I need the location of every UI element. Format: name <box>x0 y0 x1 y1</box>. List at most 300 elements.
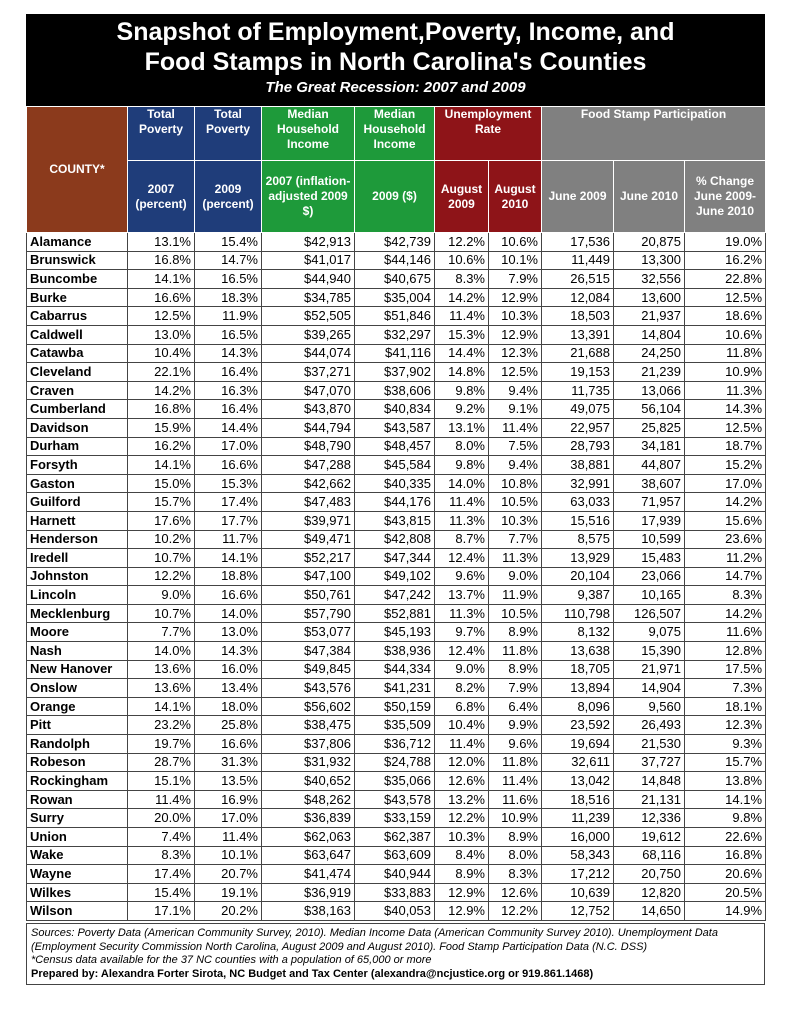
poverty-2007-cell: 14.1% <box>128 697 195 716</box>
income-2009-cell: $43,587 <box>355 418 435 437</box>
income-2007-cell: $47,288 <box>262 456 355 475</box>
unemployment-aug-2009-cell: 12.6% <box>435 772 489 791</box>
poverty-2007-cell: 17.6% <box>128 511 195 530</box>
income-2007-cell: $52,217 <box>262 549 355 568</box>
food-june-2009-cell: 13,894 <box>542 679 614 698</box>
county-name-cell: Nash <box>27 642 128 661</box>
poverty-2007-cell: 11.4% <box>128 790 195 809</box>
unemployment-aug-2010-cell: 8.9% <box>489 660 542 679</box>
poverty-2007-cell: 14.1% <box>128 456 195 475</box>
unemployment-aug-2009-cell: 10.3% <box>435 828 489 847</box>
county-name-cell: Rockingham <box>27 772 128 791</box>
poverty-2009-cell: 31.3% <box>195 753 262 772</box>
unemployment-aug-2010-cell: 7.9% <box>489 270 542 289</box>
food-change-cell: 7.3% <box>685 679 766 698</box>
income-2009-cell: $42,808 <box>355 530 435 549</box>
poverty-2007-cell: 20.0% <box>128 809 195 828</box>
table-row <box>27 437 766 456</box>
poverty-2007-cell: 16.2% <box>128 437 195 456</box>
unemployment-aug-2010-cell: 7.9% <box>489 679 542 698</box>
county-name-cell: Buncombe <box>27 270 128 289</box>
county-name-cell: Union <box>27 828 128 847</box>
county-name-cell: Wayne <box>27 865 128 884</box>
unemployment-aug-2009-cell: 14.2% <box>435 288 489 307</box>
food-june-2009-cell: 13,391 <box>542 325 614 344</box>
income-2009-cell: $40,675 <box>355 270 435 289</box>
unemployment-aug-2009-cell: 8.7% <box>435 530 489 549</box>
table-row <box>27 381 766 400</box>
poverty-2009-cell: 16.0% <box>195 660 262 679</box>
unemployment-aug-2009-cell: 6.8% <box>435 697 489 716</box>
income-2007-cell: $38,475 <box>262 716 355 735</box>
income-2007-header: 2007 (inflation-adjusted 2009 $) <box>262 161 355 233</box>
income-2007-cell: $31,932 <box>262 753 355 772</box>
title-line-1: Snapshot of Employment,Poverty, Income, and <box>116 18 675 46</box>
table-row <box>27 902 766 921</box>
unemployment-aug-2009-cell: 14.0% <box>435 474 489 493</box>
food-change-cell: 14.1% <box>685 790 766 809</box>
income-2009-cell: $42,739 <box>355 233 435 252</box>
unemployment-aug-2010-cell: 10.6% <box>489 233 542 252</box>
table-row <box>27 456 766 475</box>
poverty-2009-cell: 14.0% <box>195 604 262 623</box>
income-2007-cell: $36,839 <box>262 809 355 828</box>
unemployment-aug-2009-cell: 11.4% <box>435 493 489 512</box>
food-change-header: % Change June 2009-June 2010 <box>685 161 766 233</box>
income-2009-cell: $47,242 <box>355 586 435 605</box>
food-june-2009-cell: 17,536 <box>542 233 614 252</box>
food-june-2010-cell: 21,937 <box>614 307 685 326</box>
sources-note: Sources: Poverty Data (American Community Survey, 2010). Median Income Data (American Community Survey 2010). Unemployment Data (Employment Security Commission North Carolina, August 2009 and August 2010). Food Stamp Participation Data (N.C. DSS) <box>31 927 718 953</box>
income-2009-cell: $33,883 <box>355 883 435 902</box>
food-change-cell: 19.0% <box>685 233 766 252</box>
table-row <box>27 735 766 754</box>
unemployment-aug-2010-cell: 11.4% <box>489 418 542 437</box>
unemployment-aug-2009-cell: 15.3% <box>435 325 489 344</box>
unemployment-aug-2009-cell: 13.2% <box>435 790 489 809</box>
table-row <box>27 400 766 419</box>
income-2009-header: 2009 ($) <box>355 161 435 233</box>
food-june-2010-cell: 14,804 <box>614 325 685 344</box>
county-name-cell: Forsyth <box>27 456 128 475</box>
food-june-2010-cell: 20,875 <box>614 233 685 252</box>
table-row <box>27 846 766 865</box>
poverty-2009-cell: 17.0% <box>195 809 262 828</box>
food-june-2010-cell: 13,066 <box>614 381 685 400</box>
poverty-2007-cell: 13.6% <box>128 660 195 679</box>
table-row <box>27 716 766 735</box>
unemployment-aug-2010-cell: 8.0% <box>489 846 542 865</box>
income-2007-cell: $42,913 <box>262 233 355 252</box>
poverty-2009-cell: 16.9% <box>195 790 262 809</box>
income-2007-cell: $56,602 <box>262 697 355 716</box>
unemployment-aug-2010-cell: 9.1% <box>489 400 542 419</box>
food-june-2010-cell: 14,650 <box>614 902 685 921</box>
county-name-cell: Pitt <box>27 716 128 735</box>
unemployment-aug-2009-cell: 11.4% <box>435 735 489 754</box>
county-name-cell: Cleveland <box>27 363 128 382</box>
income-2007-cell: $40,652 <box>262 772 355 791</box>
income-2009-cell: $33,159 <box>355 809 435 828</box>
unemployment-aug-2009-cell: 8.2% <box>435 679 489 698</box>
table-row <box>27 772 766 791</box>
poverty-2009-cell: 16.6% <box>195 735 262 754</box>
unemployment-aug-2010-cell: 10.3% <box>489 307 542 326</box>
table-row <box>27 809 766 828</box>
table-header <box>27 107 766 233</box>
food-june-2009-header: June 2009 <box>542 161 614 233</box>
poverty-2007-cell: 17.1% <box>128 902 195 921</box>
food-change-cell: 14.7% <box>685 567 766 586</box>
poverty-2007-cell: 13.6% <box>128 679 195 698</box>
unemployment-aug-2009-cell: 12.4% <box>435 549 489 568</box>
unemployment-aug-2010-cell: 11.3% <box>489 549 542 568</box>
county-name-cell: Johnston <box>27 567 128 586</box>
food-june-2010-cell: 44,807 <box>614 456 685 475</box>
food-june-2009-cell: 32,991 <box>542 474 614 493</box>
table-row <box>27 883 766 902</box>
food-stamp-header: Food Stamp Participation <box>542 107 766 161</box>
income-2007-cell: $36,919 <box>262 883 355 902</box>
poverty-2007-cell: 14.0% <box>128 642 195 661</box>
table-row <box>27 493 766 512</box>
county-name-cell: Brunswick <box>27 251 128 270</box>
poverty-2007-cell: 16.8% <box>128 251 195 270</box>
income-2007-cell: $44,074 <box>262 344 355 363</box>
poverty-2009-cell: 20.2% <box>195 902 262 921</box>
income-2007-cell: $47,100 <box>262 567 355 586</box>
unemployment-aug-2010-cell: 8.9% <box>489 623 542 642</box>
income-2009-cell: $47,344 <box>355 549 435 568</box>
table-body <box>27 233 766 921</box>
income-2007-cell: $47,070 <box>262 381 355 400</box>
income-2007-cell: $63,647 <box>262 846 355 865</box>
poverty-2009-cell: 14.4% <box>195 418 262 437</box>
food-change-cell: 23.6% <box>685 530 766 549</box>
unemployment-aug-2010-cell: 12.3% <box>489 344 542 363</box>
county-name-cell: Rowan <box>27 790 128 809</box>
poverty-2009-cell: 13.0% <box>195 623 262 642</box>
food-june-2010-cell: 38,607 <box>614 474 685 493</box>
poverty-2007-cell: 15.9% <box>128 418 195 437</box>
county-name-cell: Cumberland <box>27 400 128 419</box>
food-change-cell: 14.2% <box>685 604 766 623</box>
poverty-2007-cell: 15.7% <box>128 493 195 512</box>
poverty-2007-cell: 28.7% <box>128 753 195 772</box>
unemployment-aug-2009-cell: 11.4% <box>435 307 489 326</box>
footer <box>26 923 765 985</box>
income-2007-cell: $37,806 <box>262 735 355 754</box>
unemployment-aug-2009-cell: 9.8% <box>435 456 489 475</box>
income-2009-cell: $44,176 <box>355 493 435 512</box>
poverty-2009-cell: 25.8% <box>195 716 262 735</box>
county-name-cell: New Hanover <box>27 660 128 679</box>
table-row <box>27 251 766 270</box>
food-june-2009-cell: 20,104 <box>542 567 614 586</box>
food-change-cell: 16.8% <box>685 846 766 865</box>
table-row <box>27 233 766 252</box>
income-2007-cell: $34,785 <box>262 288 355 307</box>
income-2009-cell: $36,712 <box>355 735 435 754</box>
unemployment-aug-2009-cell: 14.4% <box>435 344 489 363</box>
food-june-2009-cell: 49,075 <box>542 400 614 419</box>
poverty-2007-cell: 13.1% <box>128 233 195 252</box>
income-2009-cell: $38,606 <box>355 381 435 400</box>
food-june-2009-cell: 19,153 <box>542 363 614 382</box>
unemployment-aug-2010-cell: 10.5% <box>489 493 542 512</box>
poverty-2009-cell: 16.6% <box>195 586 262 605</box>
unemployment-aug-2009-cell: 8.3% <box>435 270 489 289</box>
poverty-2009-cell: 15.3% <box>195 474 262 493</box>
food-change-cell: 10.9% <box>685 363 766 382</box>
income-2009-cell: $44,146 <box>355 251 435 270</box>
table-row <box>27 828 766 847</box>
poverty-2009-cell: 17.4% <box>195 493 262 512</box>
county-header: COUNTY* <box>27 107 128 233</box>
food-change-cell: 11.3% <box>685 381 766 400</box>
unemployment-aug-2010-cell: 10.5% <box>489 604 542 623</box>
food-june-2009-cell: 23,592 <box>542 716 614 735</box>
unemployment-aug-2009-cell: 12.2% <box>435 809 489 828</box>
unemployment-aug-2009-cell: 10.4% <box>435 716 489 735</box>
poverty-2009-cell: 16.4% <box>195 363 262 382</box>
food-change-cell: 15.6% <box>685 511 766 530</box>
table-row <box>27 530 766 549</box>
income-2009-cell: $45,193 <box>355 623 435 642</box>
income-2009-cell: $40,944 <box>355 865 435 884</box>
poverty-2009-cell: 16.5% <box>195 270 262 289</box>
income-2007-cell: $39,265 <box>262 325 355 344</box>
county-name-cell: Catawba <box>27 344 128 363</box>
food-june-2010-cell: 25,825 <box>614 418 685 437</box>
poverty-2007-cell: 19.7% <box>128 735 195 754</box>
county-name-cell: Randolph <box>27 735 128 754</box>
poverty-2007-cell: 10.2% <box>128 530 195 549</box>
food-june-2009-cell: 13,929 <box>542 549 614 568</box>
income-2009-cell: $45,584 <box>355 456 435 475</box>
food-june-2009-cell: 32,611 <box>542 753 614 772</box>
poverty-2007-cell: 14.1% <box>128 270 195 289</box>
poverty-2009-cell: 11.4% <box>195 828 262 847</box>
food-june-2010-cell: 10,599 <box>614 530 685 549</box>
unemployment-aug-2009-cell: 12.9% <box>435 883 489 902</box>
income-2009-cell: $48,457 <box>355 437 435 456</box>
unemployment-aug-2010-cell: 7.7% <box>489 530 542 549</box>
food-june-2010-cell: 12,820 <box>614 883 685 902</box>
food-june-2009-cell: 28,793 <box>542 437 614 456</box>
income-2007-cell: $47,384 <box>262 642 355 661</box>
food-change-cell: 17.0% <box>685 474 766 493</box>
food-change-cell: 12.5% <box>685 288 766 307</box>
income-2007-cell: $38,163 <box>262 902 355 921</box>
food-june-2009-cell: 18,516 <box>542 790 614 809</box>
food-change-cell: 22.8% <box>685 270 766 289</box>
county-name-cell: Iredell <box>27 549 128 568</box>
poverty-2007-cell: 10.4% <box>128 344 195 363</box>
unemployment-aug-2009-cell: 12.0% <box>435 753 489 772</box>
unemployment-aug-2010-cell: 12.2% <box>489 902 542 921</box>
county-name-cell: Lincoln <box>27 586 128 605</box>
income-2009-cell: $24,788 <box>355 753 435 772</box>
table-row <box>27 623 766 642</box>
poverty-2009-cell: 14.3% <box>195 344 262 363</box>
food-change-cell: 14.3% <box>685 400 766 419</box>
food-june-2009-cell: 19,694 <box>542 735 614 754</box>
food-change-cell: 12.8% <box>685 642 766 661</box>
food-change-cell: 15.2% <box>685 456 766 475</box>
county-name-cell: Moore <box>27 623 128 642</box>
income-2007-cell: $41,017 <box>262 251 355 270</box>
food-june-2009-cell: 63,033 <box>542 493 614 512</box>
food-change-cell: 18.6% <box>685 307 766 326</box>
income-2007-cell: $53,077 <box>262 623 355 642</box>
document-frame <box>26 14 765 921</box>
poverty-2007-cell: 16.8% <box>128 400 195 419</box>
food-june-2009-cell: 38,881 <box>542 456 614 475</box>
income-2007-cell: $43,576 <box>262 679 355 698</box>
unemployment-aug-2010-header: August 2010 <box>489 161 542 233</box>
food-june-2010-cell: 56,104 <box>614 400 685 419</box>
income-2009-cell: $35,066 <box>355 772 435 791</box>
income-2009-cell: $40,834 <box>355 400 435 419</box>
table-row <box>27 307 766 326</box>
income-2007-cell: $37,271 <box>262 363 355 382</box>
poverty-2009-cell: 17.0% <box>195 437 262 456</box>
unemployment-aug-2009-cell: 8.9% <box>435 865 489 884</box>
county-name-cell: Onslow <box>27 679 128 698</box>
poverty-2009-cell: 16.3% <box>195 381 262 400</box>
county-name-cell: Orange <box>27 697 128 716</box>
income-2009-cell: $63,609 <box>355 846 435 865</box>
unemployment-header: Unemployment Rate <box>435 107 542 161</box>
county-name-cell: Alamance <box>27 233 128 252</box>
unemployment-aug-2009-cell: 9.6% <box>435 567 489 586</box>
table-row <box>27 753 766 772</box>
income-2007-cell: $44,794 <box>262 418 355 437</box>
table-row <box>27 567 766 586</box>
poverty-2009-cell: 18.8% <box>195 567 262 586</box>
food-change-cell: 11.2% <box>685 549 766 568</box>
unemployment-aug-2010-cell: 12.9% <box>489 325 542 344</box>
county-name-cell: Robeson <box>27 753 128 772</box>
income-2009-cell: $35,004 <box>355 288 435 307</box>
poverty-2007-cell: 15.1% <box>128 772 195 791</box>
unemployment-aug-2009-cell: 9.8% <box>435 381 489 400</box>
unemployment-aug-2010-cell: 8.9% <box>489 828 542 847</box>
county-name-cell: Cabarrus <box>27 307 128 326</box>
food-change-cell: 9.8% <box>685 809 766 828</box>
table-row <box>27 679 766 698</box>
food-june-2009-cell: 8,132 <box>542 623 614 642</box>
food-june-2010-cell: 21,131 <box>614 790 685 809</box>
unemployment-aug-2010-cell: 12.5% <box>489 363 542 382</box>
unemployment-aug-2010-cell: 11.8% <box>489 753 542 772</box>
unemployment-aug-2009-cell: 11.3% <box>435 511 489 530</box>
income-2007-cell: $49,471 <box>262 530 355 549</box>
income-2009-cell: $40,053 <box>355 902 435 921</box>
food-june-2010-cell: 68,116 <box>614 846 685 865</box>
income-2009-cell: $35,509 <box>355 716 435 735</box>
food-change-cell: 11.6% <box>685 623 766 642</box>
food-june-2010-cell: 21,239 <box>614 363 685 382</box>
food-june-2010-cell: 24,250 <box>614 344 685 363</box>
data-table <box>26 106 766 921</box>
prepared-by: Prepared by: Alexandra Forter Sirota, NC Budget and Tax Center (alexandra@ncjustice.org or 919.861.1468) <box>31 967 594 980</box>
county-name-cell: Gaston <box>27 474 128 493</box>
unemployment-aug-2010-cell: 11.6% <box>489 790 542 809</box>
food-change-cell: 20.6% <box>685 865 766 884</box>
food-june-2010-cell: 14,904 <box>614 679 685 698</box>
income-2009-cell: $43,578 <box>355 790 435 809</box>
unemployment-aug-2010-cell: 7.5% <box>489 437 542 456</box>
unemployment-aug-2010-cell: 8.3% <box>489 865 542 884</box>
food-change-cell: 9.3% <box>685 735 766 754</box>
poverty-2007-cell: 12.5% <box>128 307 195 326</box>
income-2009-top-header: Median Household Income <box>355 107 435 161</box>
income-2009-cell: $37,902 <box>355 363 435 382</box>
poverty-2007-cell: 17.4% <box>128 865 195 884</box>
subtitle: The Great Recession: 2007 and 2009 <box>265 79 526 96</box>
unemployment-aug-2010-cell: 10.3% <box>489 511 542 530</box>
food-june-2010-cell: 37,727 <box>614 753 685 772</box>
unemployment-aug-2009-cell: 13.1% <box>435 418 489 437</box>
table-row <box>27 418 766 437</box>
food-june-2009-cell: 16,000 <box>542 828 614 847</box>
income-2007-cell: $41,474 <box>262 865 355 884</box>
unemployment-aug-2010-cell: 9.9% <box>489 716 542 735</box>
poverty-2009-cell: 15.4% <box>195 233 262 252</box>
food-change-cell: 17.5% <box>685 660 766 679</box>
poverty-2009-cell: 10.1% <box>195 846 262 865</box>
income-2009-cell: $49,102 <box>355 567 435 586</box>
food-june-2009-cell: 12,752 <box>542 902 614 921</box>
poverty-2007-cell: 10.7% <box>128 604 195 623</box>
table-row <box>27 642 766 661</box>
unemployment-aug-2009-cell: 10.6% <box>435 251 489 270</box>
food-june-2009-cell: 8,096 <box>542 697 614 716</box>
poverty-2007-cell: 23.2% <box>128 716 195 735</box>
unemployment-aug-2010-cell: 9.4% <box>489 381 542 400</box>
county-name-cell: Mecklenburg <box>27 604 128 623</box>
food-june-2009-cell: 11,239 <box>542 809 614 828</box>
food-june-2009-cell: 13,638 <box>542 642 614 661</box>
income-2009-cell: $38,936 <box>355 642 435 661</box>
unemployment-aug-2010-cell: 12.9% <box>489 288 542 307</box>
food-june-2010-cell: 26,493 <box>614 716 685 735</box>
unemployment-aug-2010-cell: 9.6% <box>489 735 542 754</box>
county-name-cell: Davidson <box>27 418 128 437</box>
unemployment-aug-2010-cell: 10.1% <box>489 251 542 270</box>
table-row <box>27 363 766 382</box>
food-june-2010-cell: 32,556 <box>614 270 685 289</box>
unemployment-aug-2010-cell: 11.4% <box>489 772 542 791</box>
food-june-2010-cell: 17,939 <box>614 511 685 530</box>
unemployment-aug-2009-cell: 12.2% <box>435 233 489 252</box>
poverty-2009-cell: 14.3% <box>195 642 262 661</box>
food-june-2009-cell: 11,735 <box>542 381 614 400</box>
income-2009-cell: $62,387 <box>355 828 435 847</box>
food-june-2010-cell: 10,165 <box>614 586 685 605</box>
income-2007-cell: $47,483 <box>262 493 355 512</box>
unemployment-aug-2009-cell: 9.7% <box>435 623 489 642</box>
food-june-2009-cell: 9,387 <box>542 586 614 605</box>
county-name-cell: Durham <box>27 437 128 456</box>
title-line-2: Food Stamps in North Carolina's Counties <box>144 48 647 76</box>
county-name-cell: Henderson <box>27 530 128 549</box>
food-june-2010-cell: 21,971 <box>614 660 685 679</box>
table-row <box>27 270 766 289</box>
unemployment-aug-2009-cell: 14.8% <box>435 363 489 382</box>
